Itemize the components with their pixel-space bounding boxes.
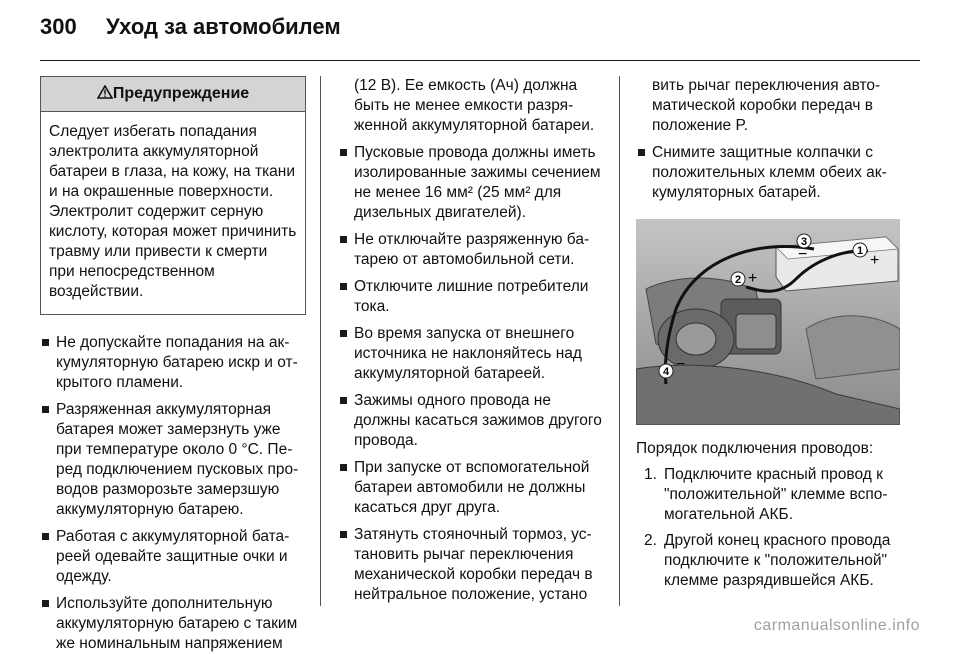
list-item: Работая с аккумуляторной батареей одевайте защитные очки и одежду.: [40, 527, 306, 587]
warning-text: Следует избегать попадания электролита аккумуляторной батареи в глаза, на кожу, на ткани и на окрашенные поверхности. Электролит содержит серную кислоту, которая может причинить травму или привести к смерти при непосредственном воздействии.: [49, 123, 297, 300]
jump-start-illustration: [636, 219, 900, 425]
svg-text:+: +: [870, 252, 880, 269]
bullet-list: [40, 333, 306, 654]
warning-header: [41, 77, 305, 112]
page-title: Уход за автомобилем: [106, 14, 341, 39]
warning-title: Предупреждение: [112, 85, 250, 102]
list-item: Разряженная аккумуляторная батарея может замерзнуть уже при температуре около 0 °C. Перед подключением пусковых проводов разморозьте замерзшую аккумуляторную батарею.: [40, 400, 306, 520]
column-2: [338, 76, 602, 605]
svg-text:2: 2: [734, 274, 742, 286]
list-item: Пусковые провода должны иметь изолированные зажимы сечением не менее 16 мм² (25 мм² для дизельных двигателей).: [338, 143, 602, 223]
bullet-list: [636, 143, 908, 203]
svg-text:4: 4: [662, 366, 670, 378]
step-number: 1.: [644, 466, 657, 483]
list-item: Отключите лишние потребители тока.: [338, 277, 602, 317]
list-item: Затянуть стояночный тормоз, установить рычаг переключения механической коробки передач в нейтральное положение, устано: [338, 525, 602, 605]
page-number: 300: [40, 14, 77, 39]
figure-caption: Порядок подключения проводов:: [636, 440, 874, 457]
warning-triangle-icon: [97, 85, 113, 99]
list-item: [636, 531, 908, 591]
column-1: [40, 76, 306, 654]
list-item: Не допускайте попадания на аккумуляторную батарею искр и открытого пламени.: [40, 333, 306, 393]
list-item: Используйте дополнительную аккумуляторную батарею с таким же номинальным напряжением: [40, 594, 306, 654]
column-divider: [320, 76, 321, 606]
warning-box: [40, 76, 306, 315]
column-divider: [619, 76, 620, 606]
list-item: [636, 465, 908, 525]
svg-text:−: −: [798, 246, 808, 263]
svg-text:+: +: [748, 270, 758, 287]
list-item: При запуске от вспомогательной батареи автомобили не должны касаться друг друга.: [338, 458, 602, 518]
svg-text:3: 3: [800, 236, 808, 248]
column-3: [636, 76, 908, 591]
continued-text: вить рычаг переключения автоматической коробки передач в положение P.: [652, 77, 881, 134]
list-item: Зажимы одного провода не должны касаться зажимов другого провода.: [338, 391, 602, 451]
svg-text:1: 1: [856, 245, 864, 257]
list-item: Во время запуска от внешнего источника не наклоняйтесь над аккумуляторной батареей.: [338, 324, 602, 384]
booster-battery: [776, 237, 898, 291]
step-text: Подключите красный провод к "положительной" клемме вспомогательной АКБ.: [664, 466, 888, 523]
step-text: Другой конец красного провода подключите к "положительной" клемме разрядившейся АКБ.: [664, 532, 891, 589]
continued-text: (12 В). Ее емкость (Ач) должна быть не менее емкости разряженной аккумуляторной батареи.: [354, 77, 595, 134]
list-item: Снимите защитные колпачки с положительных клемм обеих аккумуляторных батарей.: [636, 143, 908, 203]
numbered-list: [636, 465, 908, 591]
watermark: carmanualsonline.info: [753, 617, 920, 634]
page-header: [40, 14, 341, 40]
engine-bay-image: [636, 219, 900, 425]
svg-text:−: −: [676, 356, 686, 373]
header-divider: [40, 60, 920, 61]
bullet-list: [338, 143, 602, 605]
step-number: 2.: [644, 532, 657, 549]
list-item: Не отключайте разряженную батарею от автомобильной сети.: [338, 230, 602, 270]
